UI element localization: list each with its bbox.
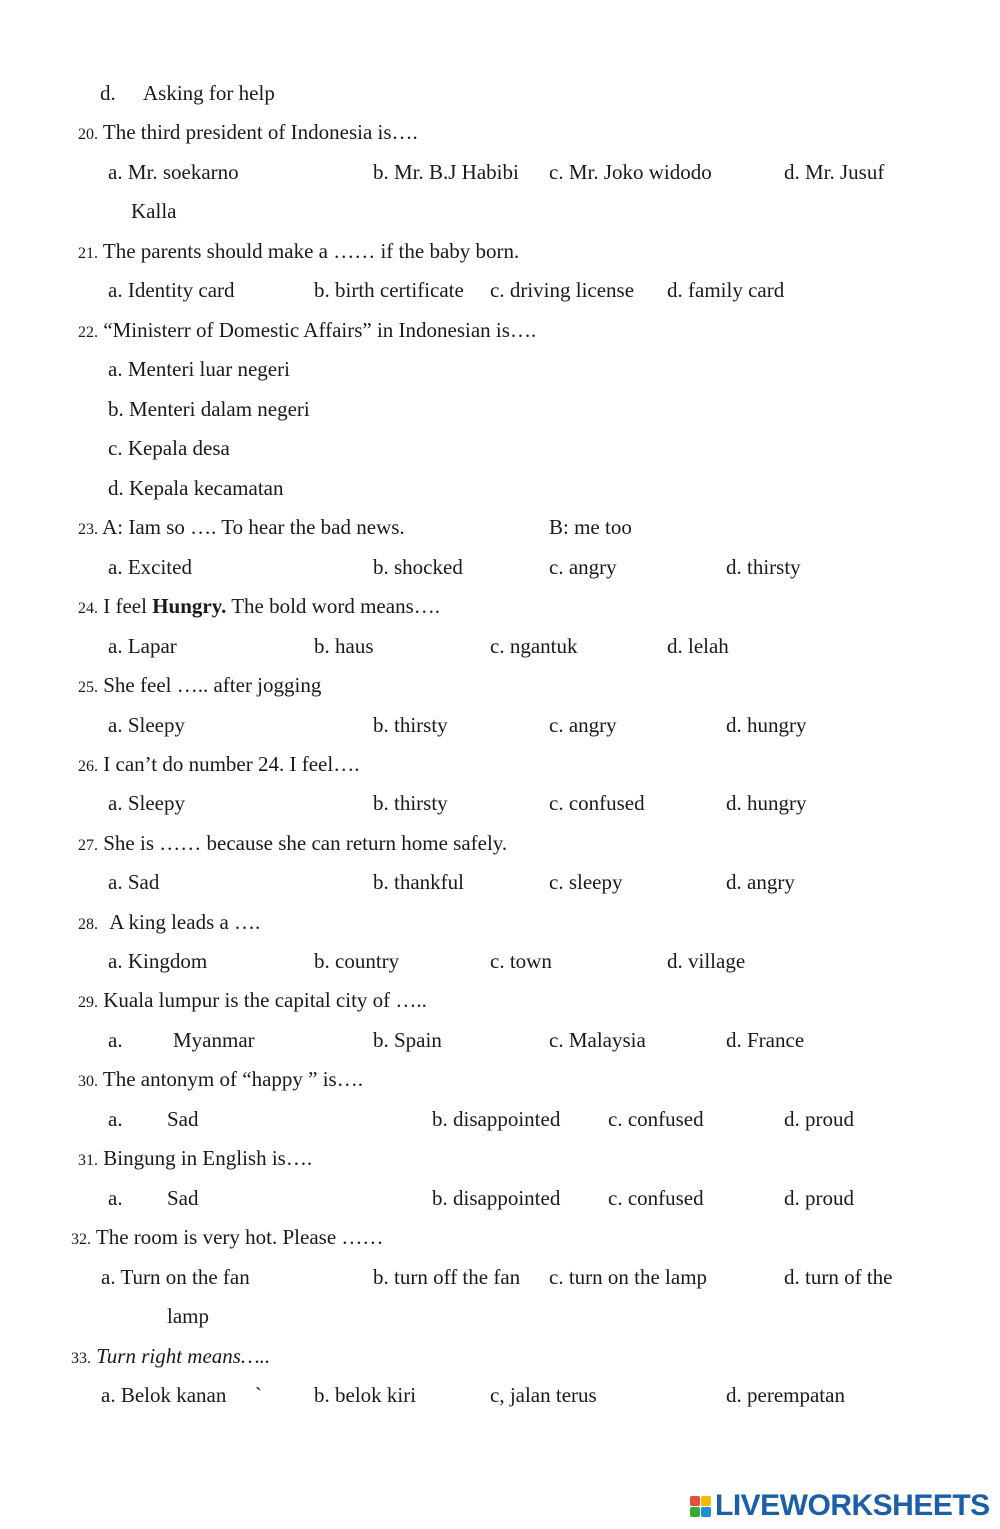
option-a[interactable]: a. Sad <box>108 870 160 894</box>
question-text: A king leads a …. <box>109 910 261 934</box>
logo-text: LIVEWORKSHEETS <box>715 1489 990 1522</box>
option-d[interactable]: d. perempatan <box>726 1383 845 1407</box>
option-b[interactable]: b. belok kiri <box>314 1383 417 1407</box>
question-text: The third president of Indonesia is…. <box>102 120 418 144</box>
option-b[interactable]: b. thirsty <box>373 791 448 815</box>
option-a[interactable]: Sad <box>167 1186 199 1210</box>
question-31 <box>78 1144 312 1175</box>
question-25 <box>78 671 321 702</box>
question-26 <box>78 750 359 781</box>
question-number: 22. <box>78 324 98 341</box>
question-number: 24. <box>78 600 98 617</box>
option-d-wrap: Kalla <box>131 199 177 223</box>
question-number: 30. <box>78 1073 98 1090</box>
question-text: A: Iam so …. To hear the bad news. <box>102 515 405 539</box>
liveworksheets-logo <box>690 1488 990 1524</box>
question-number: 31. <box>78 1152 98 1169</box>
prev-option <box>100 79 275 107</box>
question-number: 23. <box>78 521 98 538</box>
option-d[interactable]: d. family card <box>667 278 785 302</box>
option-b[interactable]: b. Mr. B.J Habibi <box>373 160 519 184</box>
question-text: I can’t do number 24. I feel…. <box>103 752 360 776</box>
option-c[interactable]: c. turn on the lamp <box>549 1265 708 1289</box>
question-number: 28. <box>78 916 98 933</box>
option-a-letter[interactable]: a. <box>108 1028 123 1052</box>
option-d[interactable]: d. Mr. Jusuf <box>784 160 885 184</box>
question-text: She is …… because she can return home safely. <box>103 831 508 855</box>
question-number: 26. <box>78 758 98 775</box>
question-21 <box>78 237 519 268</box>
option-c[interactable]: c. driving license <box>490 278 635 302</box>
question-text-end: The bold word means…. <box>226 594 440 618</box>
question-23 <box>78 513 405 544</box>
option-c[interactable]: c. angry <box>549 555 617 579</box>
option-c[interactable]: c. sleepy <box>549 870 623 894</box>
option-d[interactable]: d. hungry <box>726 791 807 815</box>
option-c[interactable]: c. ngantuk <box>490 634 578 658</box>
option-b[interactable]: b. shocked <box>373 555 463 579</box>
option-a[interactable]: a. Turn on the fan <box>101 1265 250 1289</box>
question-20 <box>78 118 418 149</box>
option-c[interactable]: c. town <box>490 949 552 973</box>
question-24 <box>78 592 440 623</box>
option-c[interactable]: c. confused <box>608 1186 704 1210</box>
option-c[interactable]: c. Mr. Joko widodo <box>549 160 712 184</box>
option-d[interactable]: d. proud <box>784 1186 854 1210</box>
option-a-letter[interactable]: a. <box>108 1186 123 1210</box>
question-text: She feel ….. after jogging <box>103 673 322 697</box>
option-d-wrap: lamp <box>167 1304 209 1328</box>
option-b[interactable]: b. thankful <box>373 870 464 894</box>
question-29 <box>78 986 427 1017</box>
option-d[interactable]: d. angry <box>726 870 795 894</box>
option-a[interactable]: Myanmar <box>173 1028 255 1052</box>
option-a[interactable]: a. Menteri luar negeri <box>108 357 290 381</box>
option-b[interactable]: b. haus <box>314 634 374 658</box>
question-text: I feel <box>103 594 153 618</box>
question-30 <box>78 1065 363 1096</box>
option-text: Asking for help <box>143 81 275 105</box>
question-number: 21. <box>78 245 98 262</box>
option-d[interactable]: d. village <box>667 949 746 973</box>
option-d[interactable]: d. thirsty <box>726 555 801 579</box>
option-b[interactable]: b. disappointed <box>432 1186 561 1210</box>
option-b[interactable]: b. Menteri dalam negeri <box>108 397 310 421</box>
question-number: 33. <box>71 1350 91 1367</box>
option-d[interactable]: d. France <box>726 1028 805 1052</box>
question-text: Kuala lumpur is the capital city of ….. <box>103 988 427 1012</box>
option-a[interactable]: a. Sleepy <box>108 791 185 815</box>
option-c[interactable]: c. Kepala desa <box>108 436 230 460</box>
question-22 <box>78 316 536 347</box>
option-d[interactable]: d. Kepala kecamatan <box>108 476 284 500</box>
option-c[interactable]: c, jalan terus <box>490 1383 597 1407</box>
question-number: 29. <box>78 994 98 1011</box>
question-32 <box>71 1223 383 1254</box>
question-text-reply: B: me too <box>549 515 632 539</box>
option-c[interactable]: c. Malaysia <box>549 1028 646 1052</box>
liveworksheets-logo-icon <box>690 1496 711 1517</box>
option-d[interactable]: d. proud <box>784 1107 854 1131</box>
option-d[interactable]: d. hungry <box>726 713 807 737</box>
question-text: Turn right means….. <box>96 1344 271 1368</box>
question-33 <box>71 1342 270 1373</box>
option-b[interactable]: b. birth certificate <box>314 278 464 302</box>
option-d[interactable]: d. turn of the <box>784 1265 893 1289</box>
question-28 <box>78 908 260 939</box>
question-text: The parents should make a …… if the baby born. <box>102 239 520 263</box>
option-a[interactable]: a. Sleepy <box>108 713 185 737</box>
question-bold-word: Hungry. <box>152 594 227 618</box>
option-c[interactable]: c. angry <box>549 713 617 737</box>
question-number: 25. <box>78 679 98 696</box>
option-c[interactable]: c. confused <box>549 791 645 815</box>
option-a[interactable]: a. Kingdom <box>108 949 208 973</box>
option-c[interactable]: c. confused <box>608 1107 704 1131</box>
question-text: “Ministerr of Domestic Affairs” in Indonesian is…. <box>103 318 537 342</box>
option-b[interactable]: b. turn off the fan <box>373 1265 521 1289</box>
question-text: Bingung in English is…. <box>103 1146 313 1170</box>
option-b[interactable]: b. country <box>314 949 400 973</box>
option-a[interactable]: a. Mr. soekarno <box>108 160 239 184</box>
option-a[interactable]: a. Lapar <box>108 634 177 658</box>
option-b[interactable]: b. thirsty <box>373 713 448 737</box>
question-number: 27. <box>78 837 98 854</box>
option-d[interactable]: d. lelah <box>667 634 729 658</box>
option-b[interactable]: b. disappointed <box>432 1107 561 1131</box>
question-text: The antonym of “happy ” is…. <box>102 1067 363 1091</box>
option-letter: d. <box>100 81 116 105</box>
option-a-letter[interactable]: a. <box>108 1107 123 1131</box>
question-number: 20. <box>78 126 98 143</box>
question-number: 32. <box>71 1231 91 1248</box>
option-a[interactable]: Sad <box>167 1107 199 1131</box>
option-b[interactable]: b. Spain <box>373 1028 442 1052</box>
stray-mark: ` <box>255 1383 262 1407</box>
question-text: The room is very hot. Please …… <box>95 1225 384 1249</box>
option-a[interactable]: a. Belok kanan <box>101 1383 227 1407</box>
option-a[interactable]: a. Identity card <box>108 278 235 302</box>
question-27 <box>78 829 507 860</box>
option-a[interactable]: a. Excited <box>108 555 192 579</box>
